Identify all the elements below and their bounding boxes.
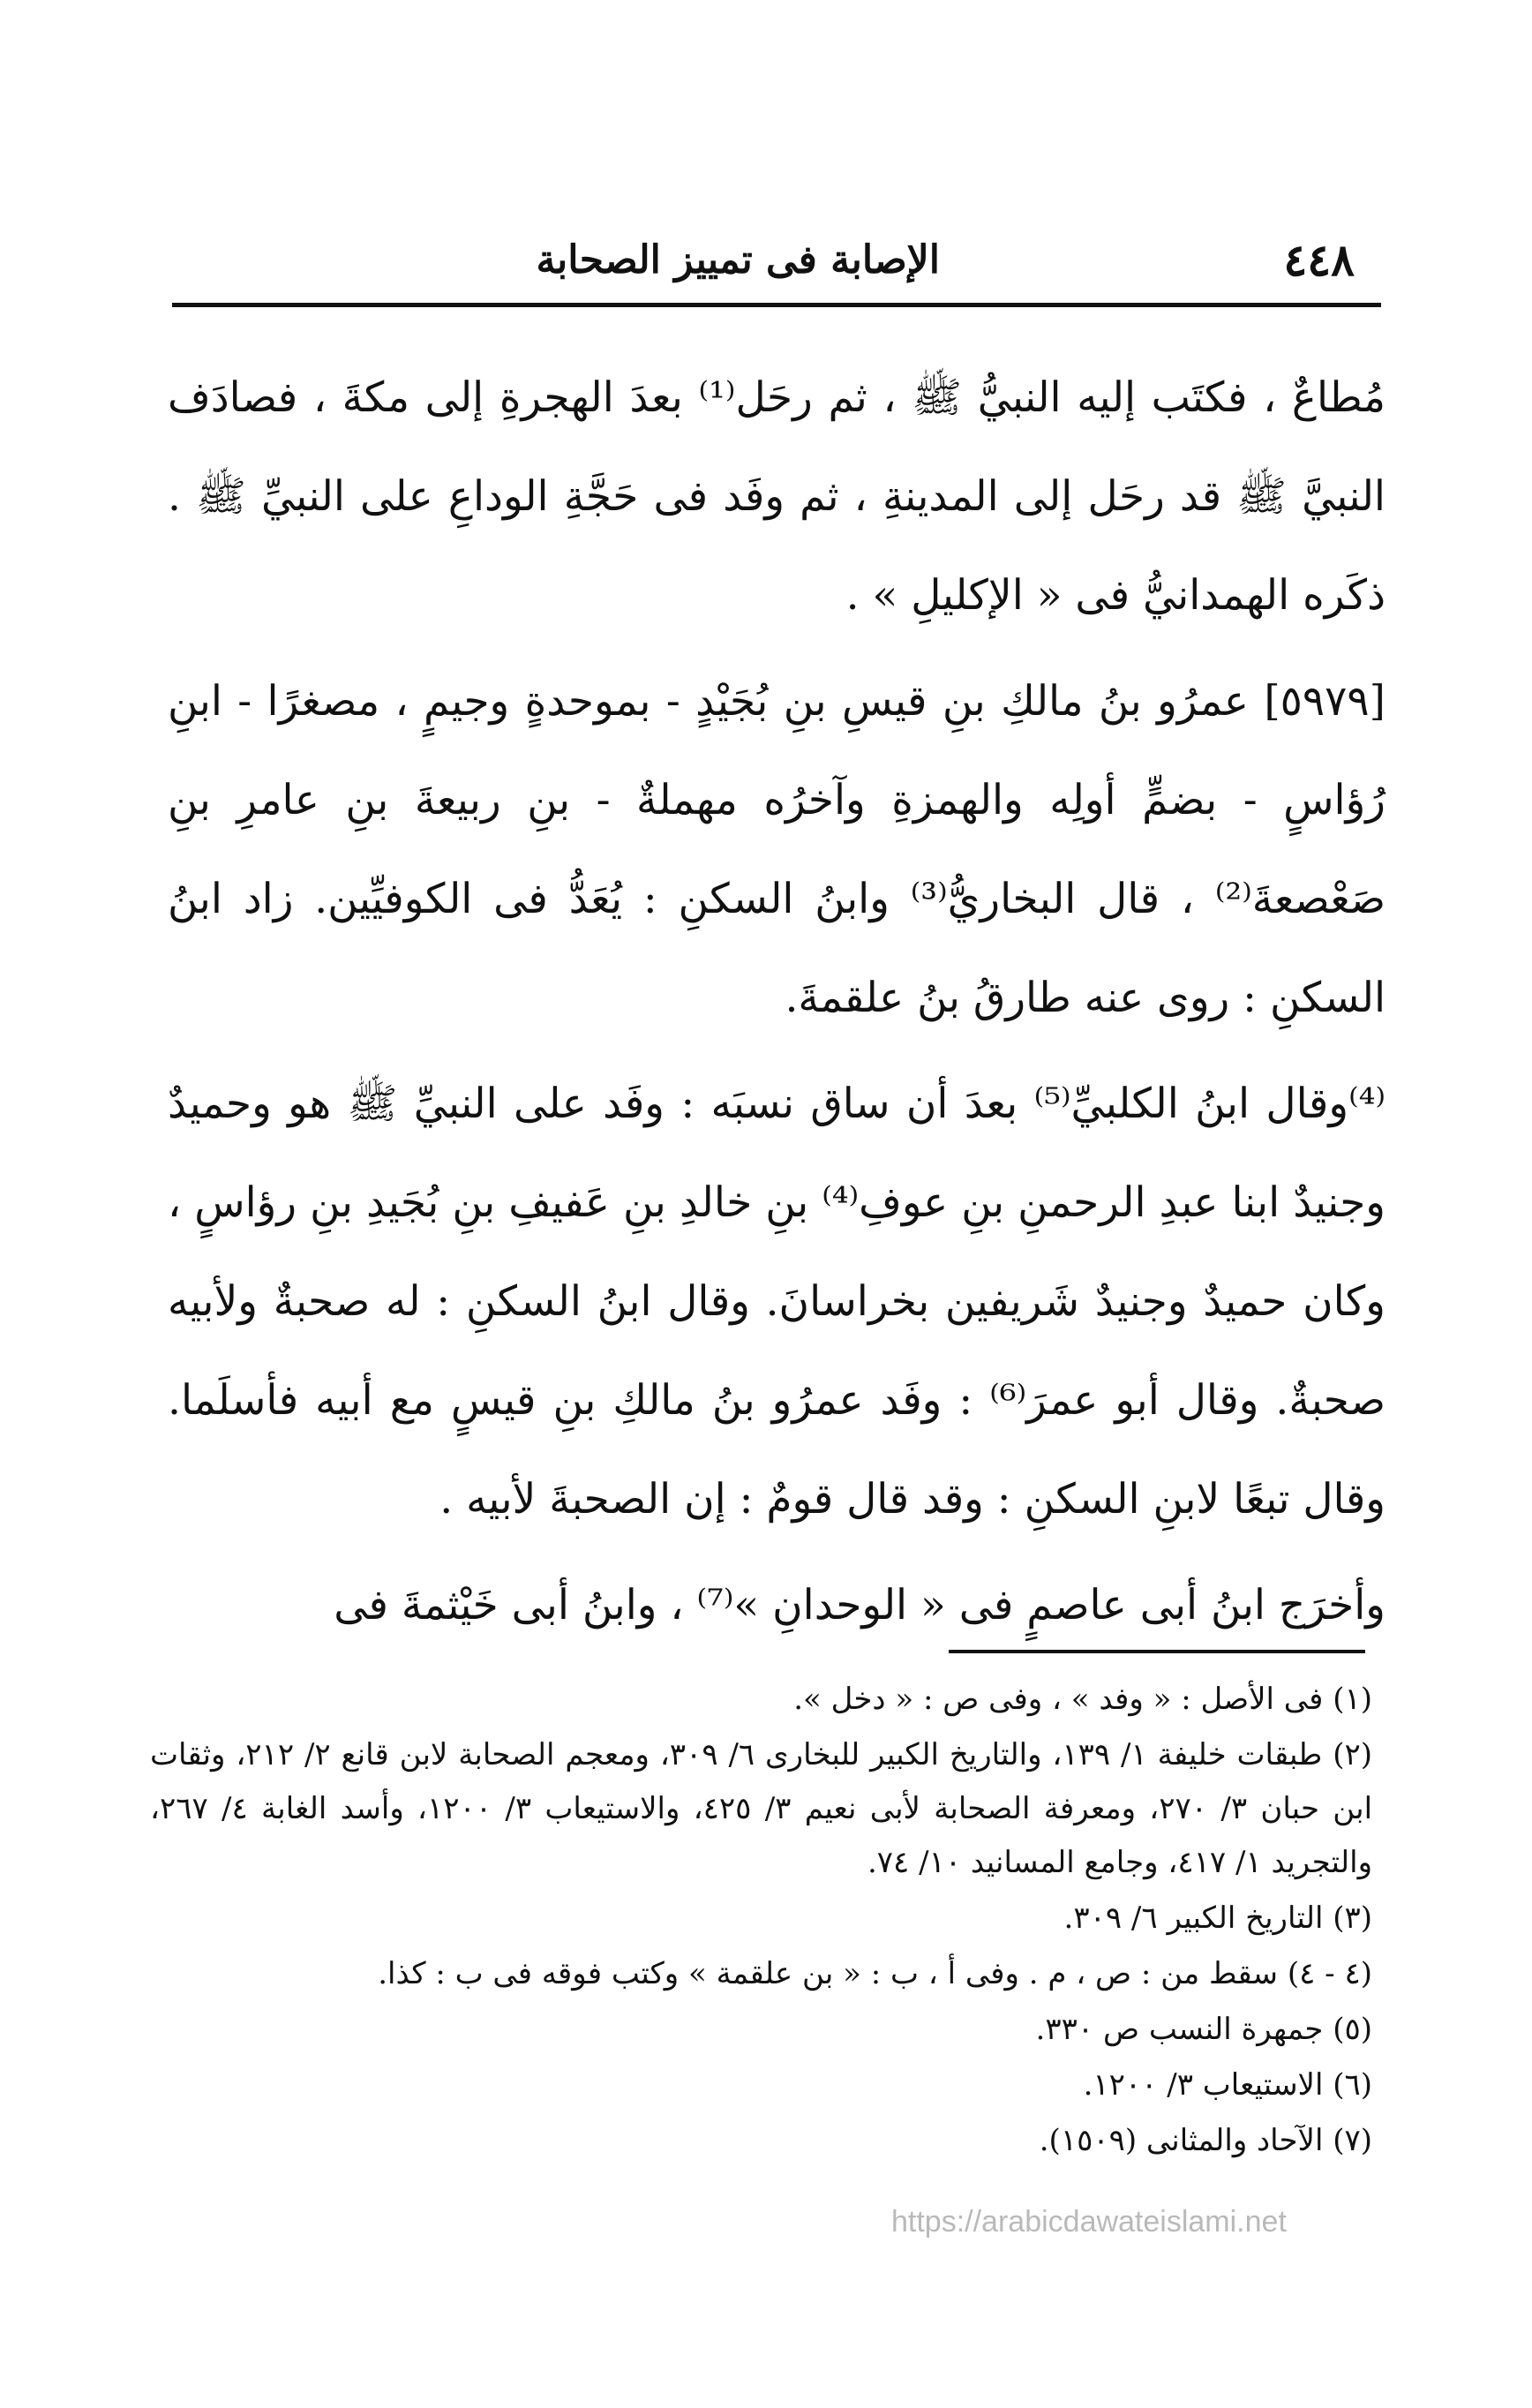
entry-paragraph: [٥٩٧٩] عمرُو بنُ مالكِ بنِ قيسِ بنِ بُجَيْدٍ - بموحدةٍ وجيمٍ ، مصغرًا - ابنِ رُؤاسٍ - بضمٍّ أولِه والهمزةِ وآخرُه مهملةٌ - بنِ ربيعةَ بنِ عامرِ بنِ صَعْصعةَ⁽²⁾ ، قال البخاريُّ⁽³⁾ وابنُ السكنِ : يُعَدُّ فى الكوفيِّين. زاد ابنُ السكنِ : روى عنه طارقُ بنُ علقمةَ.	[168, 677, 1386, 1022]
footnote: (٤ - ٤) سقط من : ص ، م . وفى أ ، ب : « بن علقمة » وكتب فوقه فى ب : كذا.	[378, 1956, 1372, 1991]
footnote: (٢) طبقات خليفة ١/ ١٣٩، والتاريخ الكبير للبخارى ٦/ ٣٠٩، ومعجم الصحابة لابن قانع ٢/ ٢١٢، وثقات ابن حبان ٣/ ٢٧٠، ومعرفة الصحابة لأبى نعيم ٣/ ٤٢٥، والاستيعاب ٣/ ١٢٠٠، وأسد الغابة ٤/ ٢٦٧، والتجريد ١/ ٤١٧، وجامع المسانيد ١٠/ ٧٤.	[150, 1737, 1373, 1880]
footnote: (٧) الآحاد والمثانى (١٥٠٩).	[1039, 2123, 1372, 2158]
paragraph: ⁽⁴⁾وقال ابنُ الكلبيِّ⁽⁵⁾ بعدَ أن ساق نسبَه : وفَد على النبيِّ ﷺ هو وحميدٌ وجنيدٌ ابنا عبدِ الرحمنِ بنِ عوفِ⁽⁴⁾ بنِ خالدِ بنِ عَفيفِ بنِ بُجَيدِ بنِ رؤاسٍ ، وكان حميدٌ وجنيدٌ شَريفين بخراسانَ. وقال ابنُ السكنِ : له صحبةٌ ولأبيه صحبةٌ. وقال أبو عمرَ⁽⁶⁾ : وفَد عمرُو بنُ مالكِ بنِ قيسٍ مع أبيه فأسلَما. وقال تبعًا لابنِ السكنِ : وقد قال قومٌ : إن الصحبةَ لأبيه .	[168, 1080, 1386, 1524]
running-title: الإصابة فى تمييز الصحابة	[536, 237, 940, 282]
page-number: ٤٤٨	[1283, 234, 1355, 286]
paragraph: مُطاعٌ ، فكتَب إليه النبيُّ ﷺ ، ثم رحَل⁽¹⁾ بعدَ الهجرةِ إلى مكةَ ، فصادَف النبيَّ ﷺ قد رحَل إلى المدينةِ ، ثم وفَد فى حَجَّةِ الوداعِ على النبيِّ ﷺ . ذكَره الهمدانيُّ فى « الإكليلِ » .	[168, 373, 1386, 620]
footnote: (١) فى الأصل : « وفد » ، وفى ص : « دخل ».	[793, 1682, 1372, 1717]
footnote-separator	[949, 1650, 1365, 1653]
main-text	[168, 349, 1386, 1662]
website-watermark: https://arabicdawateislami.net	[891, 2205, 1287, 2239]
footnote: (٥) جمهرة النسب ص ٣٣٠.	[1035, 2012, 1372, 2047]
paragraph: وأخرَج ابنُ أبى عاصمٍ فى « الوحدانِ »⁽⁷⁾ ، وابنُ أبى خَيْثمةَ فى	[334, 1581, 1386, 1629]
footnote: (٣) التاريخ الكبير ٦/ ٣٠٩.	[1063, 1900, 1372, 1936]
footnotes	[150, 1673, 1372, 2170]
page-header	[172, 216, 1372, 305]
footnote: (٦) الاستيعاب ٣/ ١٢٠٠.	[1083, 2067, 1372, 2103]
header-rule	[172, 303, 1381, 307]
